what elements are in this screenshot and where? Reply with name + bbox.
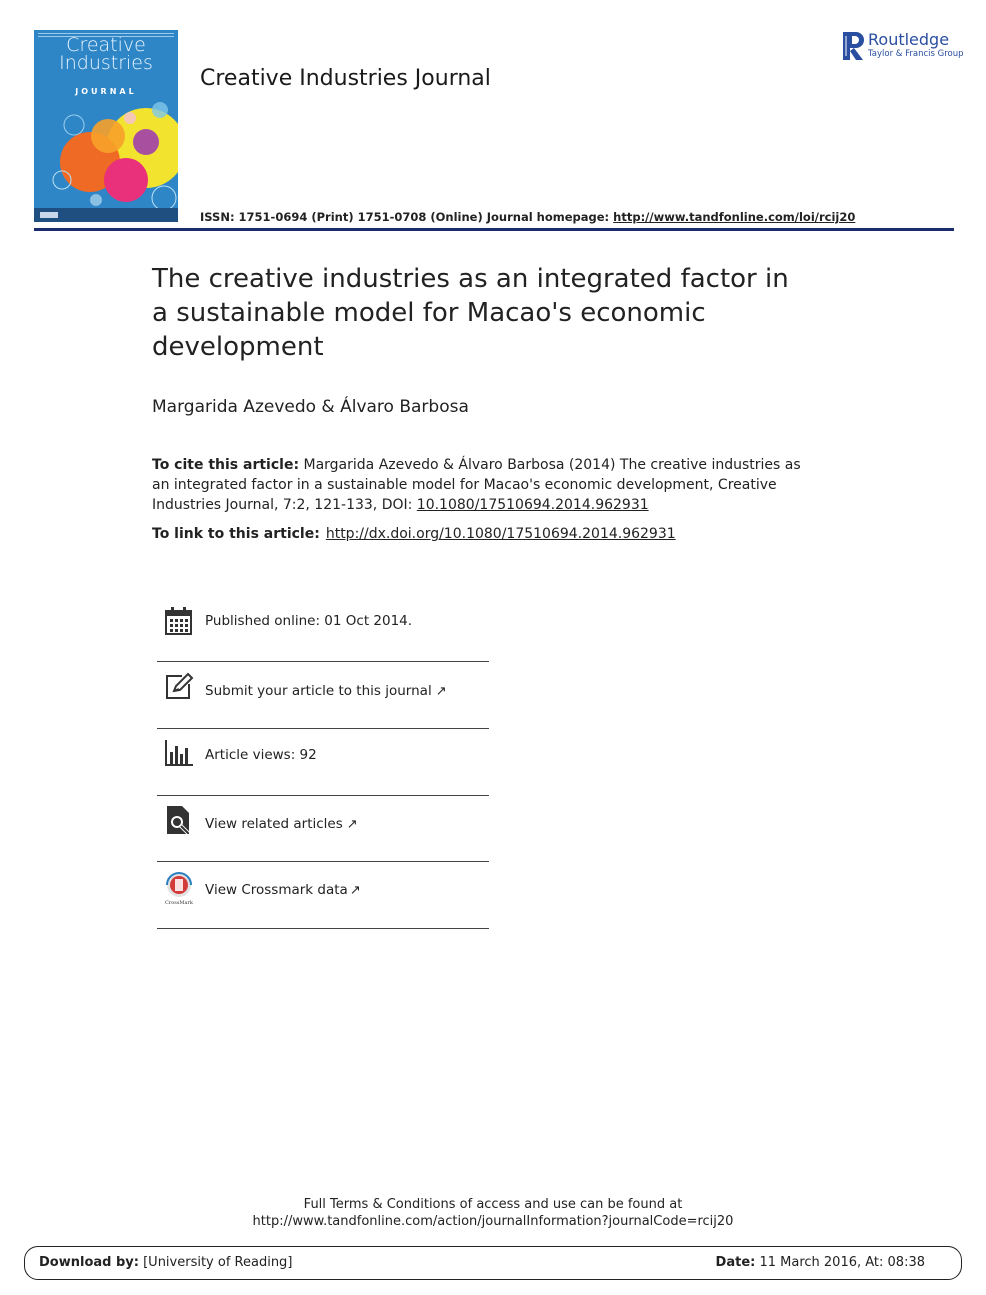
divider [157, 728, 489, 729]
publisher-name: Routledge [868, 30, 950, 49]
terms-line-1: Full Terms & Conditions of access and use can be found at [303, 1197, 683, 1212]
routledge-r-icon [843, 30, 865, 62]
document-search-icon [164, 805, 194, 835]
cite-text: Margarida Azevedo & Álvaro Barbosa (2014) The creative industries as an integrated factor in a sustainable model for Macao's economic development, Creative Industries Journal, 7:2, 121-133, DOI: [152, 457, 801, 513]
date-label: Date: [715, 1255, 756, 1270]
article-title: The creative industries as an integrated factor in a sustainable model for Macao's economic development [152, 264, 789, 362]
terms-url[interactable]: http://www.tandfonline.com/action/journalInformation?journalCode=rcij20 [252, 1214, 734, 1229]
article-authors: Margarida Azevedo & Álvaro Barbosa [152, 397, 469, 417]
edit-pencil-icon [164, 672, 194, 702]
citation-block [152, 455, 812, 515]
link-label: To link to this article: [152, 526, 320, 542]
download-value: [University of Reading] [138, 1255, 293, 1270]
related-articles-link[interactable] [205, 816, 358, 832]
cover-journal-word: JOURNAL [75, 87, 137, 96]
divider [157, 861, 489, 862]
crossmark-icon [164, 872, 194, 906]
crossmark-logo-text: CrossMark [165, 900, 193, 906]
article-views-text: Article views: 92 [205, 747, 317, 763]
cite-label: To cite this article: [152, 457, 300, 473]
cover-title-line2: Industries [59, 52, 153, 74]
submit-article-text: Submit your article to this journal [205, 683, 432, 699]
published-online-row [157, 606, 489, 672]
related-articles-text: View related articles [205, 816, 343, 832]
cite-doi-link[interactable]: 10.1080/17510694.2014.962931 [416, 497, 649, 513]
bar-chart-icon [164, 738, 194, 768]
external-link-icon: ↗ [349, 883, 361, 898]
cover-title-line1: Creative [66, 34, 146, 56]
cover-title [34, 36, 178, 72]
download-by [39, 1255, 292, 1270]
download-label: Download by: [39, 1255, 139, 1270]
crossmark-text: View Crossmark data [205, 882, 348, 898]
submit-article-link[interactable] [205, 683, 447, 699]
journal-cover-image [34, 30, 178, 222]
issn-text: ISSN: 1751-0694 (Print) 1751-0708 (Online) Journal homepage: [200, 210, 614, 224]
article-doi-link[interactable]: http://dx.doi.org/10.1080/17510694.2014.962931 [325, 526, 676, 542]
external-link-icon: ↗ [346, 817, 358, 832]
download-info-bar [24, 1246, 962, 1280]
terms-and-conditions [0, 1196, 986, 1230]
crossmark-link[interactable] [205, 882, 361, 898]
publisher-logo [843, 30, 964, 62]
journal-homepage-link[interactable]: http://www.tandfonline.com/loi/rcij20 [613, 210, 856, 224]
article-link-line [152, 526, 676, 542]
calendar-icon [164, 606, 194, 636]
divider [157, 795, 489, 796]
date-value: 11 March 2016, At: 08:38 [755, 1255, 925, 1270]
journal-title[interactable]: Creative Industries Journal [200, 66, 491, 91]
divider [157, 661, 489, 662]
issn-line [200, 210, 855, 224]
external-link-icon: ↗ [435, 684, 447, 699]
divider [157, 928, 489, 929]
published-online-text: Published online: 01 Oct 2014. [205, 613, 413, 629]
download-date [716, 1255, 925, 1270]
header-divider [34, 228, 954, 231]
publisher-subtitle: Taylor & Francis Group [868, 49, 964, 59]
